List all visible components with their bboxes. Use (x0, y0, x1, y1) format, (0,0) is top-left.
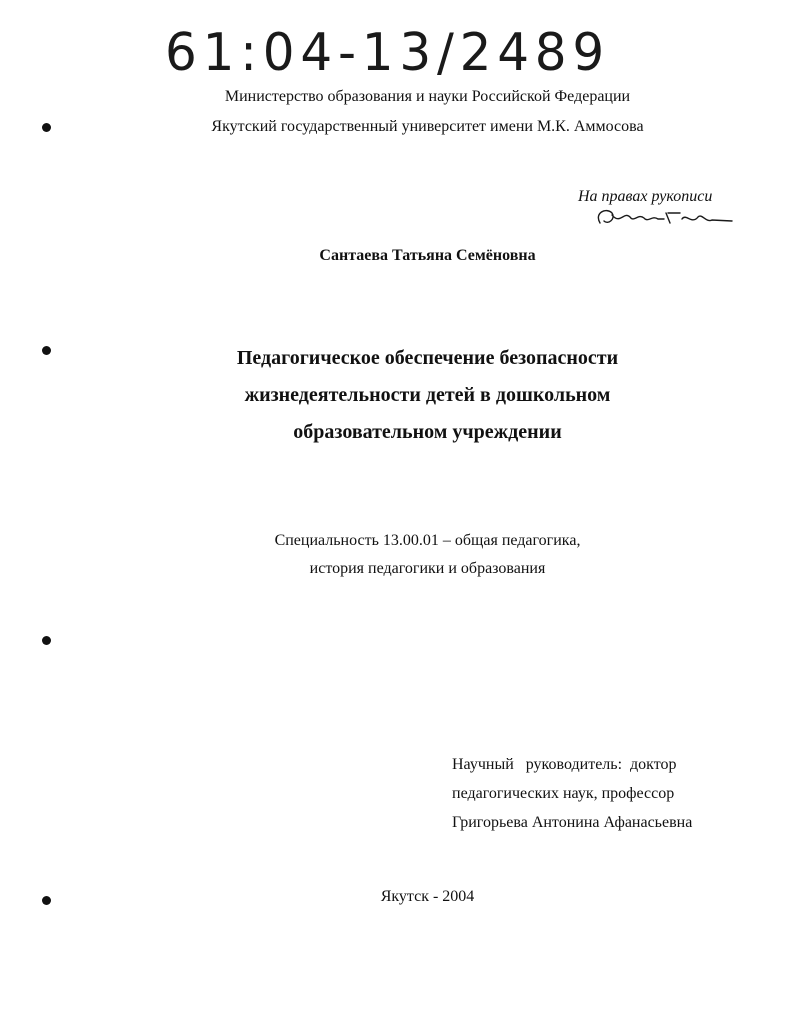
author-name: Сантаева Татьяна Семёновна (319, 247, 536, 264)
binder-hole-mark (42, 636, 51, 645)
binder-hole-mark (42, 896, 51, 905)
binder-hole-mark (42, 123, 51, 132)
dissertation-title (32, 340, 791, 451)
title-line: Педагогическое обеспечение безопасности (236, 347, 619, 369)
binder-hole-mark (42, 346, 51, 355)
city-year: Якутск - 2004 (380, 888, 475, 905)
title-line: образовательном учреждении (293, 421, 562, 443)
specialty-line: история педагогики и образования (309, 560, 546, 577)
university-line: Якутский государственный университет имени М.К. Аммосова (211, 118, 644, 135)
specialty-line: Специальность 13.00.01 – общая педагогика, (274, 532, 581, 549)
author-signature (594, 203, 734, 233)
handwritten-archive-code (165, 8, 625, 98)
specialty-block (32, 527, 791, 583)
supervisor-line: педагогических наук, профессор (452, 785, 675, 802)
manuscript-note: На правах рукописи (578, 188, 713, 205)
supervisor-line: Григорьева Антонина Афанасьевна (452, 814, 693, 831)
supervisor-line: Научный руководитель: доктор (452, 756, 677, 773)
title-line: жизнедеятельности детей в дошкольном (244, 384, 611, 406)
ministry-line: Министерство образования и науки Российской Федерации (224, 88, 631, 105)
handwritten-code-text: 61:04-13/2489 (165, 23, 610, 83)
supervisor-block (452, 750, 692, 837)
